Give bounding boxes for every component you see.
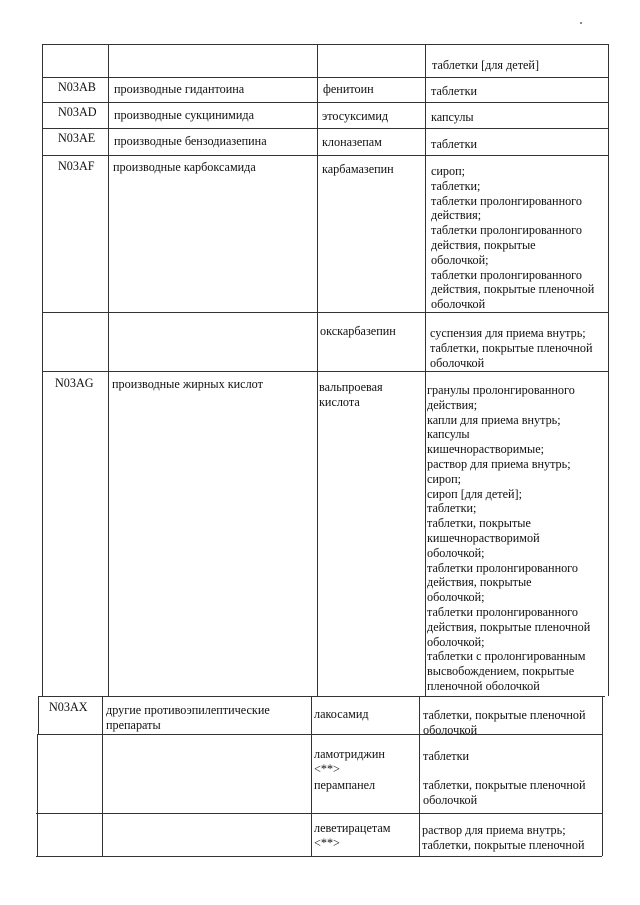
row-divider bbox=[42, 371, 609, 372]
group-cell: производные жирных кислот bbox=[112, 377, 263, 391]
substance-cell: перампанел bbox=[314, 778, 376, 792]
substance-cell: вальпроевая кислота bbox=[319, 380, 383, 409]
row-divider bbox=[36, 813, 602, 814]
atc-code-cell: N03AG bbox=[55, 376, 94, 390]
substance-cell: леветирацетам <**> bbox=[314, 821, 391, 850]
substance-cell: этосуксимид bbox=[322, 109, 389, 123]
table-border-right bbox=[602, 696, 603, 856]
scan-speck bbox=[580, 22, 582, 24]
substance-cell: окскарбазепин bbox=[320, 324, 396, 338]
table-border-left bbox=[42, 44, 43, 696]
form-cell: таблетки bbox=[431, 84, 478, 98]
row-divider bbox=[42, 77, 609, 78]
atc-code-cell: N03AB bbox=[58, 80, 96, 94]
column-divider bbox=[419, 696, 420, 856]
form-cell: таблетки bbox=[431, 137, 478, 151]
table-border-left bbox=[38, 696, 39, 734]
atc-code-cell: N03AE bbox=[58, 131, 96, 145]
form-cell: таблетки, покрытые пленочной оболочкой bbox=[423, 708, 586, 737]
column-divider bbox=[425, 44, 426, 696]
substance-cell: клоназепам bbox=[322, 135, 382, 149]
atc-code-cell: N03AF bbox=[58, 159, 95, 173]
atc-code-cell: N03AX bbox=[49, 700, 88, 714]
substance-cell: ламотриджин <**> bbox=[314, 747, 385, 776]
column-divider bbox=[317, 44, 318, 696]
substance-cell: фенитоин bbox=[323, 82, 374, 96]
substance-cell: лакосамид bbox=[314, 707, 369, 721]
row-divider bbox=[42, 155, 609, 156]
column-divider bbox=[102, 696, 103, 856]
group-cell: производные карбоксамида bbox=[113, 160, 256, 174]
atc-code-cell: N03AD bbox=[58, 105, 97, 119]
form-cell: таблетки, покрытые пленочной оболочкой bbox=[423, 778, 586, 807]
form-cell: сироп; таблетки; таблетки пролонгированного действия; таблетки пролонгированного действия, покрытые оболочкой; таблетки пролонгированного действия, покрытые пленочной оболочкой bbox=[431, 164, 595, 312]
row-divider bbox=[42, 128, 609, 129]
form-cell: таблетки [для детей] bbox=[432, 58, 540, 72]
column-divider bbox=[311, 696, 312, 856]
form-cell: гранулы пролонгированного действия; капли для приема внутрь; капсулы кишечнорастворимые; раствор для приема внутрь; сироп; сироп [для детей]; таблетки; таблетки, покрытые кишечнорастворимой оболочкой; таблетки пролонгированного действия, покрытые оболочкой; таблетки пролонгированного действия, покрытые пленочной оболочкой; таблетки с пролонгированным высвобождением, покрытые пленочной оболочкой bbox=[427, 383, 591, 693]
form-cell: суспензия для приема внутрь; таблетки, покрытые пленочной оболочкой bbox=[430, 326, 593, 370]
table-border-top bbox=[42, 44, 609, 45]
form-cell: капсулы bbox=[431, 110, 474, 124]
group-cell: производные гидантоина bbox=[114, 82, 245, 96]
form-cell: раствор для приема внутрь; таблетки, покрытые пленочной bbox=[422, 823, 585, 852]
group-cell: производные сукцинимида bbox=[114, 108, 255, 122]
table-border-right bbox=[608, 44, 609, 696]
substance-cell: карбамазепин bbox=[322, 162, 394, 176]
group-cell: другие противоэпилептические препараты bbox=[106, 703, 270, 732]
group-cell: производные бензодиазепина bbox=[114, 134, 267, 148]
row-divider bbox=[42, 102, 609, 103]
column-divider bbox=[108, 44, 109, 696]
row-divider bbox=[42, 312, 609, 313]
row-divider bbox=[38, 696, 605, 697]
table-border-left bbox=[37, 734, 38, 856]
form-cell: таблетки bbox=[423, 749, 470, 763]
table-border-bottom bbox=[36, 856, 602, 857]
